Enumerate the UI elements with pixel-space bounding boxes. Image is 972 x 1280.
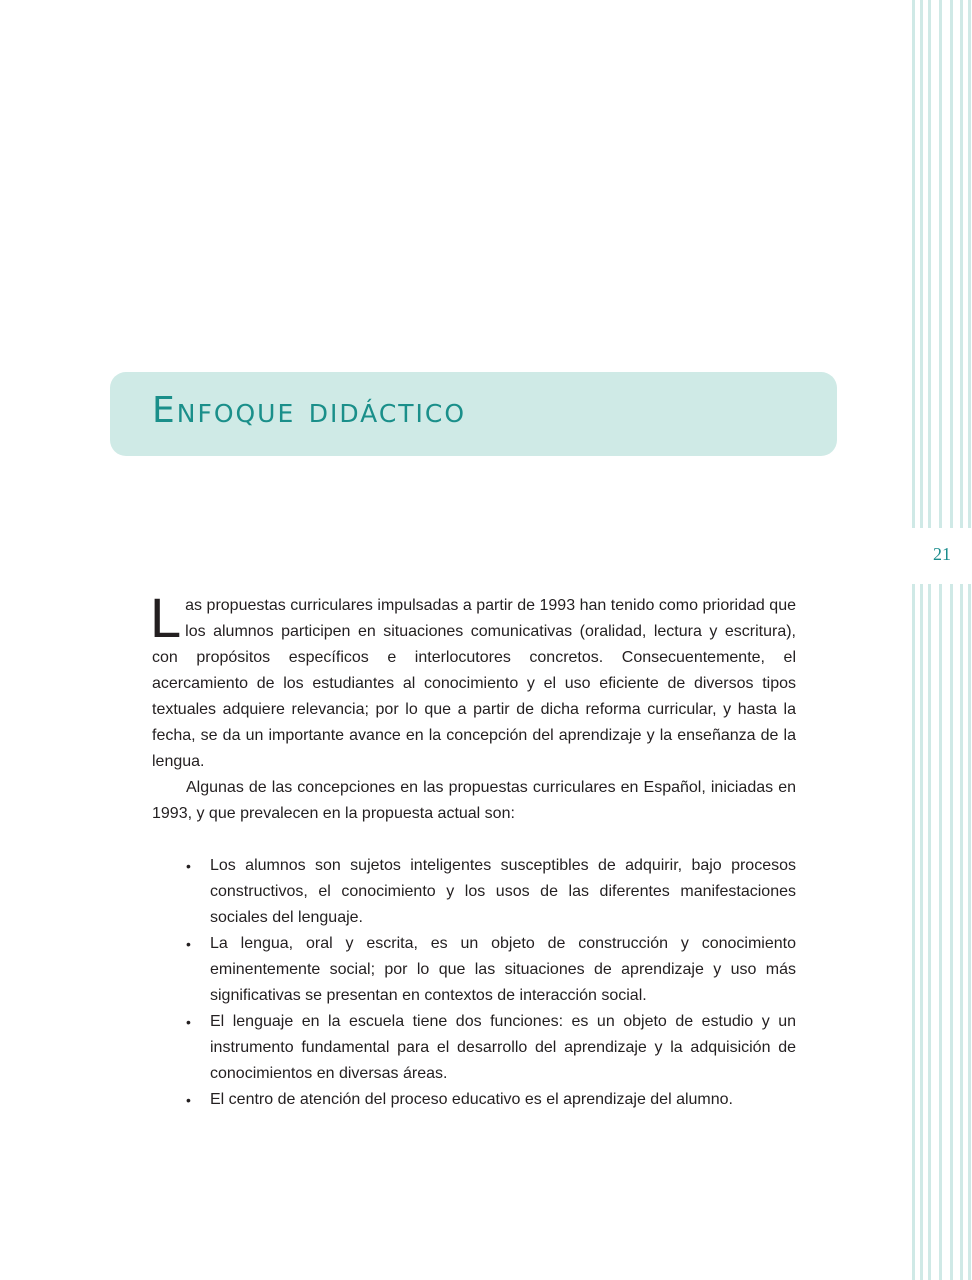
list-item-text: El lenguaje en la escuela tiene dos funciones: es un objeto de estudio y un instrumento fundamental para el desarrollo del aprendizaje y la adquisición de conocimientos en diversas áreas. [210, 1013, 796, 1082]
drop-cap: L [150, 586, 182, 649]
concepts-list [152, 853, 796, 1113]
list-item-text: El centro de atención del proceso educativo es el aprendizaje del alumno. [210, 1091, 733, 1108]
bullet-icon: • [186, 936, 191, 952]
list-item-text: La lengua, oral y escrita, es un objeto de construcción y conocimiento eminentemente social; por lo que las situaciones de aprendizaje y uso más significativas se presentan en contextos de interacción social. [210, 935, 796, 1004]
decorative-margin-stripes [912, 0, 972, 1280]
page-number: 21 [933, 544, 951, 564]
paragraph-concepts: Algunas de las concepciones en las propuestas curriculares en Español, iniciadas en 1993, y que prevalecen en la propuesta actual son: [152, 779, 796, 822]
paragraph-intro-text: as propuestas curriculares impulsadas a partir de 1993 han tenido como prioridad que los alumnos participen en situaciones comunicativas (oralidad, lectura y escritura), con propósitos específicos e interlocutores concretos. Consecuentemente, el acercamiento de los estudiantes al conocimiento y el uso eficiente de diversos tipos textuales adquiere relevancia; por lo que a partir de dicha reforma curricular, y hasta la fecha, se da un importante avance en la concepción del aprendizaje y la enseñanza de la lengua. [152, 597, 796, 770]
title-band [110, 372, 837, 456]
list-item [152, 931, 796, 1009]
list-item [152, 853, 796, 931]
list-item [152, 1009, 796, 1087]
paragraph-intro [150, 586, 796, 775]
bullet-icon: • [186, 1014, 191, 1030]
list-item [152, 1087, 796, 1113]
page-title: Enfoque didáctico [152, 390, 467, 431]
bullet-icon: • [186, 858, 191, 874]
list-item-text: Los alumnos son sujetos inteligentes susceptibles de adquirir, bajo procesos constructivos, el conocimiento y los usos de las diferentes manifestaciones sociales del lenguaje. [210, 857, 796, 926]
main-content [150, 586, 796, 1113]
bullet-icon: • [186, 1092, 191, 1108]
